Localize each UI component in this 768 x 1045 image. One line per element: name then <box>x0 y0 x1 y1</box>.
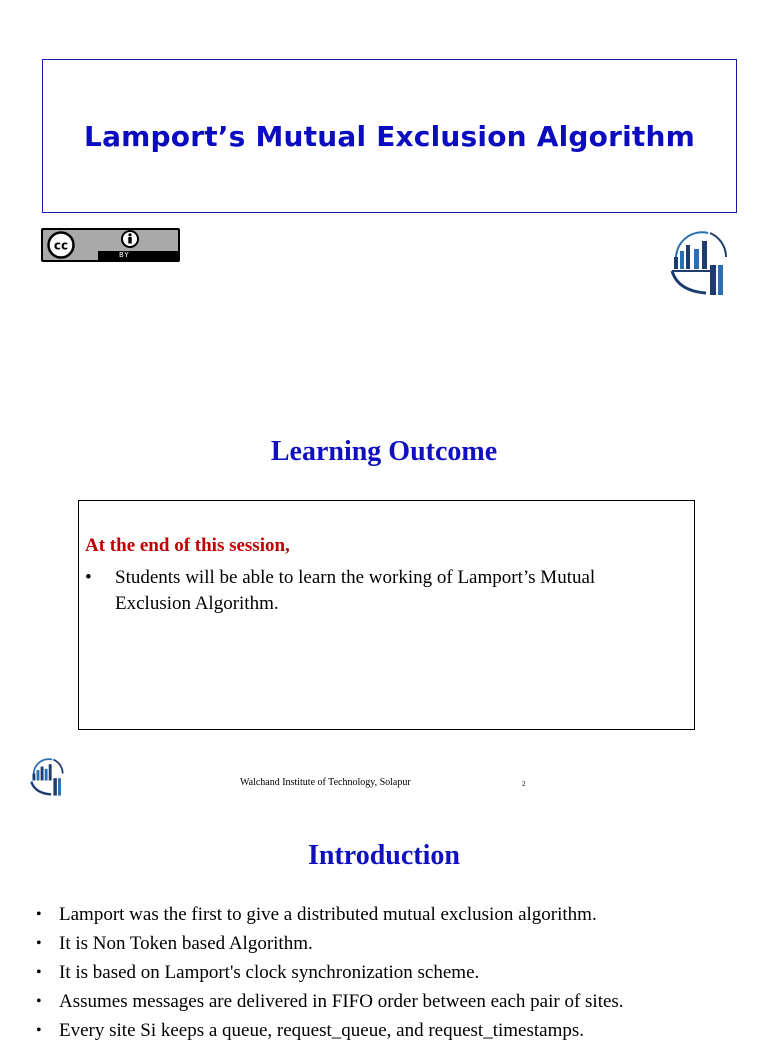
bullet: • <box>36 906 42 923</box>
person-icon <box>119 229 141 249</box>
bullet: • <box>36 964 42 981</box>
walchand-logo-icon <box>29 756 65 798</box>
bullet: • <box>36 993 42 1010</box>
list-item-text: It is Non Token based Algorithm. <box>59 933 313 954</box>
list-item-text: It is based on Lamport's clock synchronization scheme. <box>59 962 480 983</box>
title-slide <box>0 0 768 370</box>
outcome-box <box>78 500 695 730</box>
outcome-lead: At the end of this session, <box>85 535 290 556</box>
list-item-text: Students will be able to learn the working of Lamport’s Mutual Exclusion Algorithm. <box>115 567 596 614</box>
cc-by-icon <box>41 228 180 262</box>
list-item <box>36 1016 756 1045</box>
cc-logo-icon <box>44 230 80 260</box>
bullet: • <box>85 567 92 588</box>
slide-title: Learning Outcome <box>270 436 498 467</box>
footer-text: Walchand Institute of Technology, Solapur <box>240 777 411 788</box>
slide-title: Lamport’s Mutual Exclusion Algorithm <box>84 119 695 153</box>
learning-outcome-slide <box>0 420 768 800</box>
list-item <box>36 987 756 1016</box>
intro-list <box>36 900 756 1045</box>
list-item-text: Lamport was the first to give a distributed mutual exclusion algorithm. <box>59 904 597 925</box>
list-item-text: Assumes messages are delivered in FIFO order between each pair of sites. <box>59 991 624 1012</box>
list-item <box>36 929 756 958</box>
list-item-text: Every site Si keeps a queue, request_queue, and request_timestamps. <box>59 1020 584 1041</box>
bullet: • <box>36 1022 42 1039</box>
slide-title: Introduction <box>308 840 460 871</box>
bullet: • <box>36 935 42 952</box>
page-number: 2 <box>522 780 526 788</box>
title-box <box>42 59 737 213</box>
svg-text:cc: cc <box>53 238 69 253</box>
introduction-slide <box>0 830 768 1041</box>
walchand-logo-icon <box>668 227 730 299</box>
list-item <box>36 958 756 987</box>
license-by-label: BY <box>119 251 130 259</box>
list-item <box>36 900 756 929</box>
list-item <box>85 565 675 617</box>
